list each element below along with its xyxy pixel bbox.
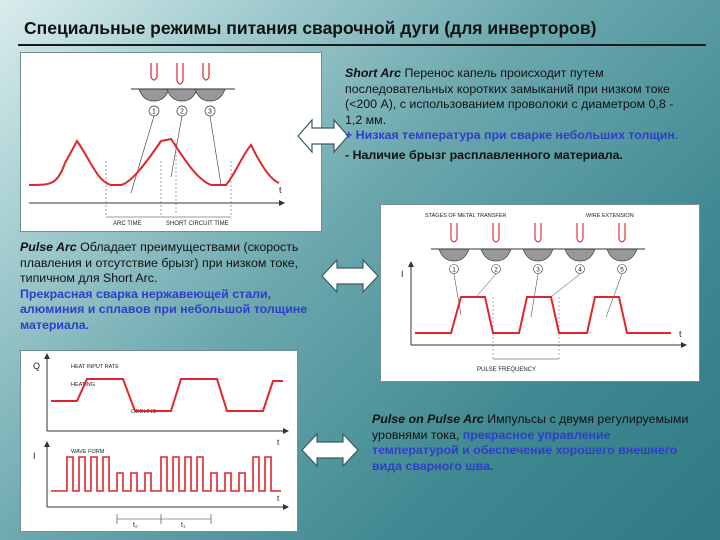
pop-heating-label: HEATING xyxy=(71,382,96,388)
short-arc-minus: - Наличие брызг расплавленного материала. xyxy=(345,147,623,162)
arc-time-label: ARC TIME xyxy=(113,221,142,227)
pulse-arc-highlight: Прекрасная сварка нержавеющей стали, алюминия и сплавов при небольшой толщине материала. xyxy=(20,286,308,332)
short-arc-curve xyxy=(29,139,279,185)
short-arc-electrodes xyxy=(151,63,209,84)
pulse-on-pulse-text xyxy=(372,412,692,474)
title-underline xyxy=(18,44,706,46)
pop-wave-curve xyxy=(51,457,281,491)
short-arc-arrow xyxy=(296,116,350,156)
pop-waveform-label: WAVE FORM xyxy=(71,449,105,455)
pop-heat-rate-label: HEAT INPUT RATE xyxy=(71,364,119,370)
pulse-t-label: t xyxy=(679,329,682,339)
pulse-y-label: I xyxy=(401,269,404,279)
short-arc-plus: + Низкая температура при сварке небольших толщин. xyxy=(345,128,679,142)
pop-q-label: Q xyxy=(33,361,41,371)
short-time-label: SHORT CIRCUIT TIME xyxy=(166,221,229,227)
pulse-step-4: 4 xyxy=(578,266,582,274)
short-arc-text xyxy=(345,66,690,163)
short-arc-diagram xyxy=(20,52,322,232)
pop-heat-curve xyxy=(51,379,283,411)
pop-y-label: I xyxy=(33,451,36,461)
pop-t-label-top: t xyxy=(277,438,280,447)
pulse-arc-diagram xyxy=(380,204,700,382)
pulse-step-5: 5 xyxy=(620,266,624,274)
pulse-stage-label: STAGES OF METAL TRANSFER xyxy=(425,213,507,219)
pop-name: Pulse on Pulse Arc xyxy=(372,412,484,426)
pulse-on-pulse-diagram xyxy=(20,350,298,532)
pulse-arc-text xyxy=(20,240,310,333)
short-arc-pointers xyxy=(131,116,221,193)
pop-t2-label: t₂ xyxy=(133,522,138,529)
short-arc-step-3: 3 xyxy=(208,108,212,116)
short-arc-step-1: 1 xyxy=(152,108,156,116)
pop-t1-label: t₁ xyxy=(181,522,186,529)
pulse-arc-desc: Обладает преимуществами (скорость плавления и отсутствие брызг) при низком токе, типичном для Short Arc. xyxy=(20,240,299,285)
pulse-step-1: 1 xyxy=(452,266,456,274)
pulse-curve xyxy=(415,297,671,333)
pulse-arc-arrow xyxy=(320,256,380,296)
pulse-arc-svg xyxy=(381,205,699,381)
pulse-wire-label: WIRE EXTENSION xyxy=(586,213,634,219)
pulse-pointers xyxy=(454,274,622,317)
pulse-step-2: 2 xyxy=(494,266,498,274)
pulse-pools xyxy=(439,249,637,261)
short-arc-name: Short Arc xyxy=(345,66,401,80)
pop-desc: Импульсы с двумя регулируемыми уровнями тока, xyxy=(372,412,689,442)
slide-title: Специальные режимы питания сварочной дуги (для инверторов) xyxy=(24,18,597,38)
pulse-freq-label: PULSE FREQUENCY xyxy=(477,367,537,373)
short-arc-t-label: t xyxy=(279,185,282,195)
pulse-on-pulse-arrow xyxy=(300,430,360,470)
short-arc-step-2: 2 xyxy=(180,108,184,116)
pulse-step-3: 3 xyxy=(536,266,540,274)
pop-svg xyxy=(21,351,297,531)
pop-highlight: прекрасное управление температурой и обеспечение хорошего внешнего вида сварного шва. xyxy=(372,427,678,473)
short-arc-pools xyxy=(131,89,235,101)
pulse-arc-name: Pulse Arc xyxy=(20,240,77,254)
pulse-electrodes xyxy=(451,223,625,242)
short-arc-desc: Перенос капель происходит путем последовательных коротких замыканий при низком токе (<200 А), с использованием проволоки с диаметром 0,8 - 1,2 мм. xyxy=(345,66,674,127)
pop-t-label-bottom: t xyxy=(277,494,280,503)
short-arc-svg xyxy=(21,53,321,231)
pop-cooling-label: COOLING xyxy=(131,409,157,415)
